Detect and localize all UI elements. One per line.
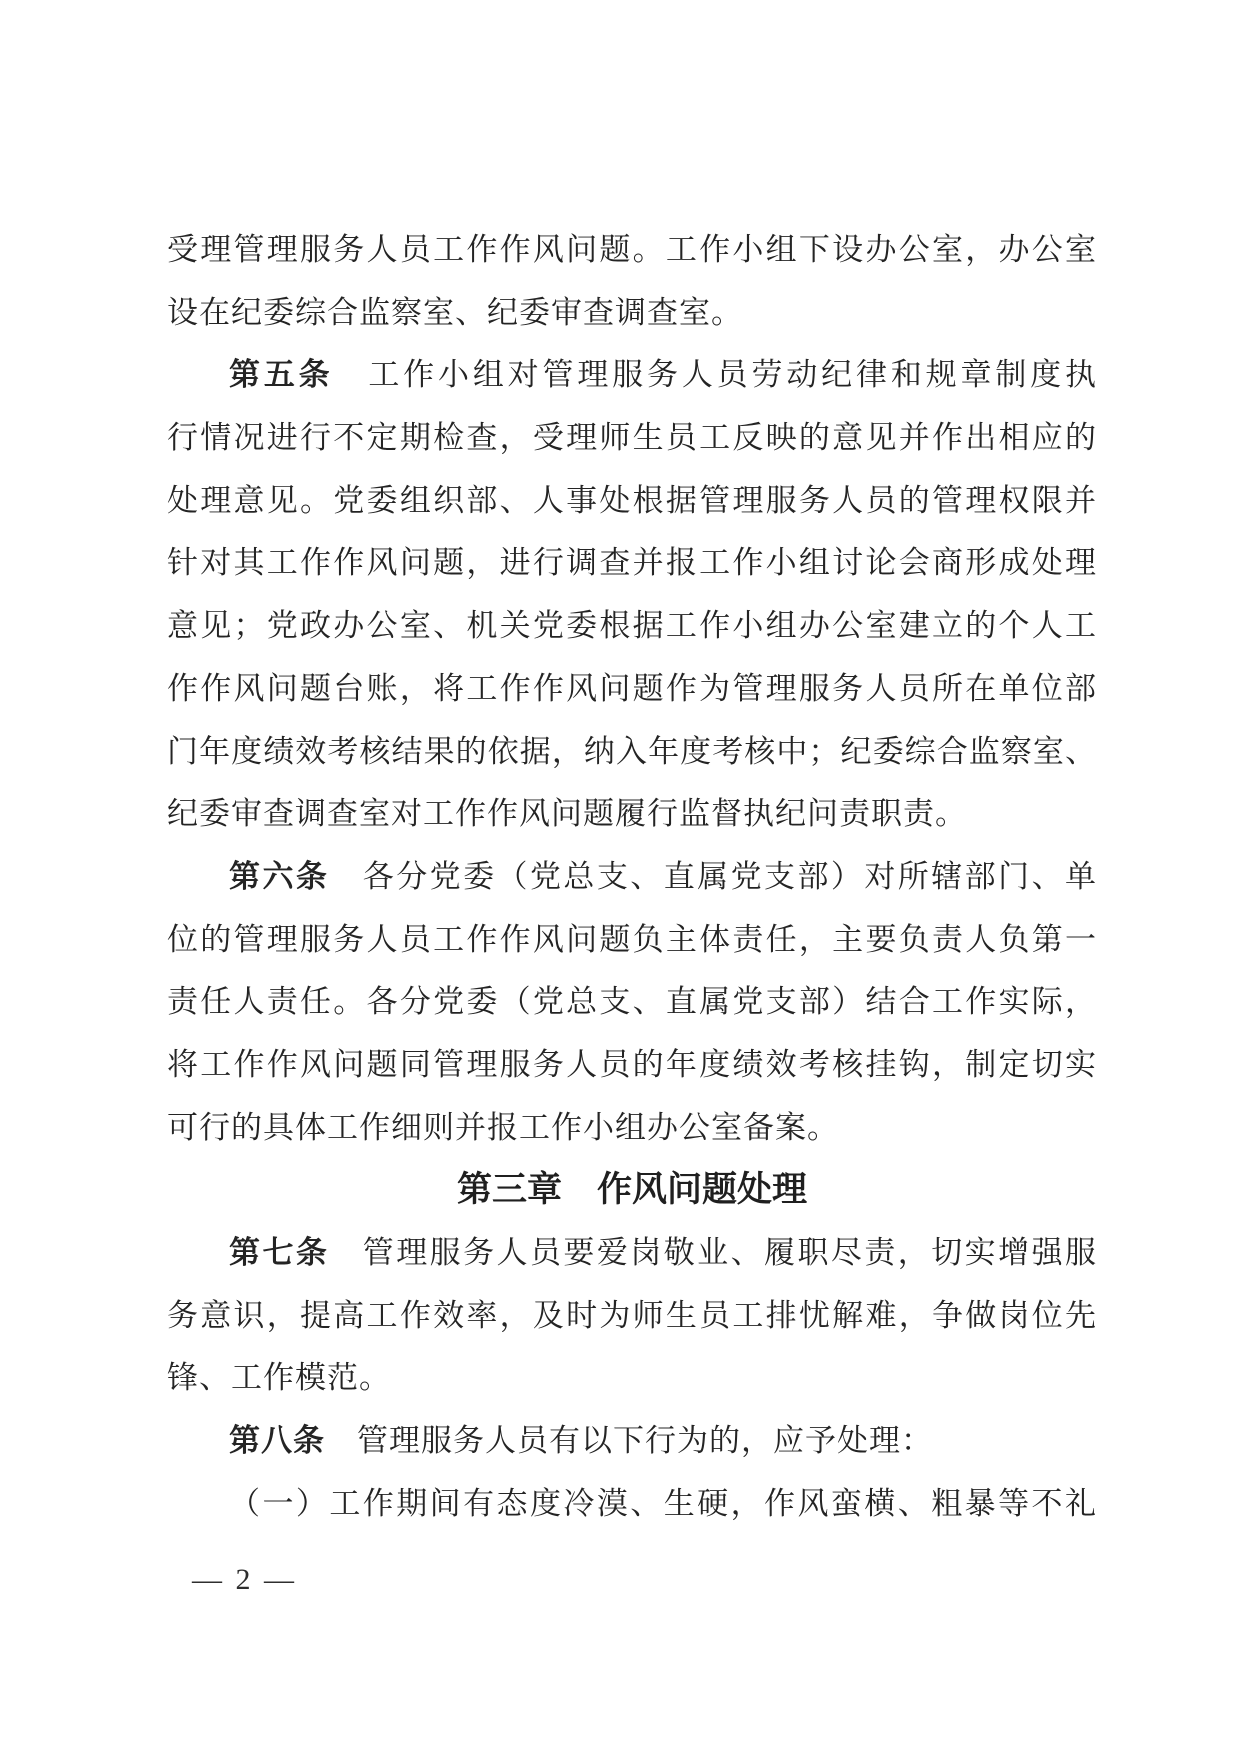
text-line [167,1097,1097,1160]
text-line [167,1473,1097,1536]
text-line [167,344,1097,407]
paragraph [167,219,1097,344]
text-segment: 针对其工作作风问题，进行调查并报工作小组讨论会商形成处理 [167,545,1097,581]
text-line [167,282,1097,345]
text-segment: 设在纪委综合监察室、纪委审查调查室。 [167,294,743,330]
text-line [167,1222,1097,1285]
text-segment: 作作风问题台账，将工作作风问题作为管理服务人员所在单位部 [167,670,1097,706]
text-line [167,219,1097,282]
text-segment: 管理服务人员要爱岗敬业、履职尽责，切实增强服 [329,1235,1097,1270]
paragraph [167,344,1097,846]
text-line [167,846,1097,909]
text-segment: 各分党委（党总支、直属党支部）对所辖部门、单 [329,858,1097,894]
text-segment: 工作小组对管理服务人员劳动纪律和规章制度执 [333,357,1097,393]
text-segment: 将工作作风问题同管理服务人员的年度绩效考核挂钩，制定切实 [167,1046,1097,1082]
page-number: — 2 — [192,1563,297,1596]
paragraph [167,1222,1097,1410]
text-line [167,532,1097,595]
text-line [167,1034,1097,1097]
text-line [167,909,1097,972]
text-segment: 纪委审查调查室对工作作风问题履行监督执纪问责职责。 [167,796,967,832]
text-segment: 位的管理服务人员工作作风问题负主体责任，主要负责人负第一 [167,921,1097,957]
text-segment: 行情况进行不定期检查，受理师生员工反映的意见并作出相应的 [167,420,1097,456]
text-line [167,407,1097,470]
text-line [167,1285,1097,1348]
text-line [167,1410,1097,1473]
paragraph [167,846,1097,1159]
text-line [167,721,1097,784]
text-line [167,595,1097,658]
text-segment: 受理管理服务人员工作作风问题。工作小组下设办公室，办公室 [167,232,1097,267]
text-line [167,1347,1097,1410]
text-segment: 责任人责任。各分党委（党总支、直属党支部）结合工作实际， [167,984,1097,1020]
chapter-heading: 第三章 作风问题处理 [456,1170,807,1210]
text-segment: 意见；党政办公室、机关党委根据工作小组办公室建立的个人工 [167,608,1097,644]
text-segment: 可行的具体工作细则并报工作小组办公室备案。 [167,1109,839,1145]
text-segment: 锋、工作模范。 [167,1360,391,1396]
text-segment: 务意识，提高工作效率，及时为师生员工排忧解难，争做岗位先 [167,1297,1097,1333]
document-body [167,219,1097,1535]
text-line [167,658,1097,721]
paragraph [167,1473,1097,1536]
article-number: 第六条 [229,858,330,894]
article-number: 第五条 [229,357,334,393]
text-line [167,470,1097,533]
paragraph [167,1410,1097,1473]
article-number: 第七条 [229,1235,330,1270]
article-number: 第八条 [229,1423,325,1459]
text-segment: 门年度绩效考核结果的依据，纳入年度考核中；纪委综合监察室、 [167,733,1097,769]
text-segment: （一）工作期间有态度冷漠、生硬，作风蛮横、粗暴等不礼 [229,1485,1097,1521]
text-segment: 管理服务人员有以下行为的，应予处理： [325,1423,933,1459]
text-line [167,971,1097,1034]
text-line [167,783,1097,846]
text-segment: 处理意见。党委组织部、人事处根据管理服务人员的管理权限并 [167,482,1097,518]
